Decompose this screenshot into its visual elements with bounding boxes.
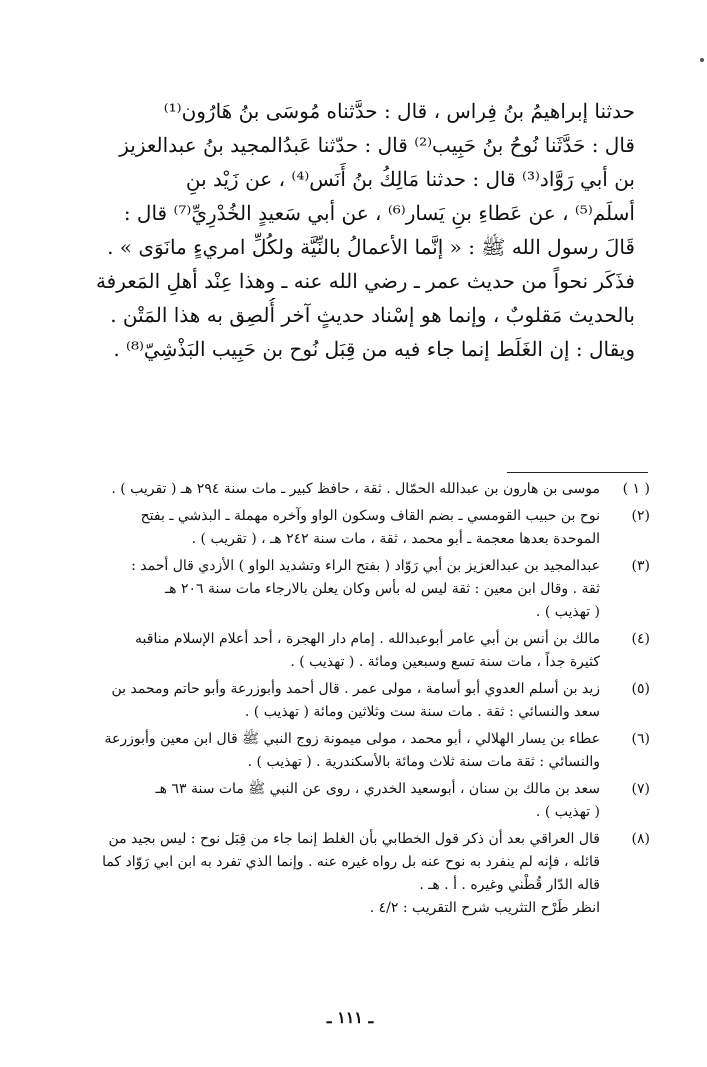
footnote-line: قاله الدّار قُطْني وغيره . أ . هـ . [419, 877, 600, 893]
footnote-line: عطاء بن يسار الهلالي ، أبو محمد ، مولى ميمونة زوج النبي ﷺ قال ابن معين وأبوزرعة [104, 731, 600, 747]
footnote-line: موسى بن هارون بن عبدالله الحمّال . ثقة ، حافظ كبير ـ مات سنة ٢٩٤ هـ ( تقريب ) . [111, 481, 600, 497]
footnote-text [52, 478, 600, 501]
footnote-7 [52, 778, 650, 824]
footnote-line: سعد والنسائي : ثقة . مات سنة ست وثلاثين ومائة ( تهذيب ) . [244, 704, 600, 720]
main-text-line: قَالَ رسول الله ﷺ : « إنَّما الأعمالُ بالنِّيَّة ولكُلِّ امريءٍ مانَوَى » . [107, 235, 635, 259]
footnote-number: (٦) [631, 731, 650, 747]
footnote-line: ( تهذيب ) . [535, 604, 600, 620]
edge-mark [700, 58, 704, 62]
footnote-text [52, 555, 600, 624]
footnote-line: عبدالمجيد بن عبدالعزيز بن أبي رَوّاد ( بفتح الراء وتشديد الواو ) الأزدي قال أحمد : [131, 558, 600, 574]
footnote-line: مالك بن أنس بن أبي عامر أبوعبدالله . إمام دار الهجرة ، أحد أعلام الإسلام مناقبه [135, 631, 600, 647]
footnote-number: (٥) [631, 681, 650, 697]
footnote-line: ثقة . وقال ابن معين : ثقة ليس له بأس وكان يعلن بالارجاء مات سنة ٢٠٦ هـ [165, 581, 600, 597]
footnote-text [52, 728, 600, 774]
main-text-block [80, 94, 635, 366]
footnote-4 [52, 628, 650, 674]
footnotes [52, 478, 650, 924]
footnote-line: انظر طَرْح التثريب شرح التقريب : ٤/٢ . [369, 900, 600, 916]
footnote-line: قائله ، فإنه لم ينفرد به نوح عنه بل رواه غيره عنه . وإنما الذي تفرد به ابن ابي رَوّاد كما [102, 854, 600, 870]
main-text-line: بن أبي رَوَّاد⁽³⁾ قال : حدثنا مَالِكُ بنُ أَنَس⁽⁴⁾ ، عن زَيْد بنِ [185, 167, 635, 191]
footnote-line: ( تهذيب ) . [535, 804, 600, 820]
footnote-line: والنسائي : ثقة مات سنة ثلاث ومائة بالأسكندرية . ( تهذيب ) . [247, 754, 600, 770]
footnote-text [52, 505, 600, 551]
footnote-line: زيد بن أسلم العدوي أبو أسامة ، مولى عمر . قال أحمد وأبوزرعة وأبو حاتم ومحمد بن [111, 681, 600, 697]
footnote-3 [52, 555, 650, 624]
main-text-line: قال : حَدَّثَنا نُوحُ بنُ حَبِيب⁽²⁾ قال : حدّثنا عَبدُالمجيد بنُ عبدالعزيز [119, 133, 635, 157]
footnote-8 [52, 828, 650, 920]
footnote-number: ( ١ ) [622, 481, 650, 497]
main-text-line: ويقال : إن الغَلَط إنما جاء فيه من قِبَل نُوح بن حَبِيب البَذْشِيّ⁽⁸⁾ . [113, 337, 635, 361]
main-text-line: حدثنا إبراهيمُ بنُ فِراس ، قال : حدَّثناه مُوسَى بنُ هَارُون⁽¹⁾ [163, 99, 635, 123]
main-text-line: فذَكَر نحواً من حديث عمر ـ رضي الله عنه ـ وهذا عِنْد أهلِ المَعرفة [95, 269, 635, 293]
footnote-line: قال العراقي بعد أن ذكر قول الخطابي بأن الغلط إنما جاء من قِبَل نوح : ليس بجيد من [108, 831, 600, 847]
footnote-1 [52, 478, 650, 501]
footnote-6 [52, 728, 650, 774]
footnote-number: (٤) [631, 631, 650, 647]
footnote-number: (٨) [631, 831, 650, 847]
footnote-separator [507, 472, 648, 473]
footnote-text [52, 778, 600, 824]
footnote-number: (٢) [631, 508, 650, 524]
main-text-line: أسلَم⁽⁵⁾ ، عن عَطاءِ بنِ يَسار⁽⁶⁾ ، عن أبي سَعيدٍ الخُدْرِيِّ⁽⁷⁾ قال : [123, 201, 635, 225]
footnote-number: (٧) [631, 781, 650, 797]
footnote-line: نوح بن حبيب القومسي ـ بضم القاف وسكون الواو وآخره مهملة ـ البذشي ـ بفتح [140, 508, 600, 524]
footnote-text [52, 678, 600, 724]
page-number: ـ ١١١ ـ [326, 1008, 374, 1027]
footnote-5 [52, 678, 650, 724]
footnote-line: الموحدة بعدها معجمة ـ أبو محمد ، ثقة ، مات سنة ٢٤٢ هـ ، ( تقريب ) . [191, 531, 600, 547]
footnote-line: كثيرة جداً ، مات سنة تسع وسبعين ومائة . ( تهذيب ) . [290, 654, 600, 670]
footnote-number: (٣) [631, 558, 650, 574]
main-text-line: بالحديث مَقلوبٌ ، وإنما هو إسْناد حديثٍ آخر أُلصِق به هذا المَتْن . [110, 303, 635, 327]
footnote-text [52, 828, 600, 920]
footnote-2 [52, 505, 650, 551]
footnote-text [52, 628, 600, 674]
footnote-line: سعد بن مالك بن سنان ، أبوسعيد الخدري ، روى عن النبي ﷺ مات سنة ٦٣ هـ [155, 781, 600, 797]
